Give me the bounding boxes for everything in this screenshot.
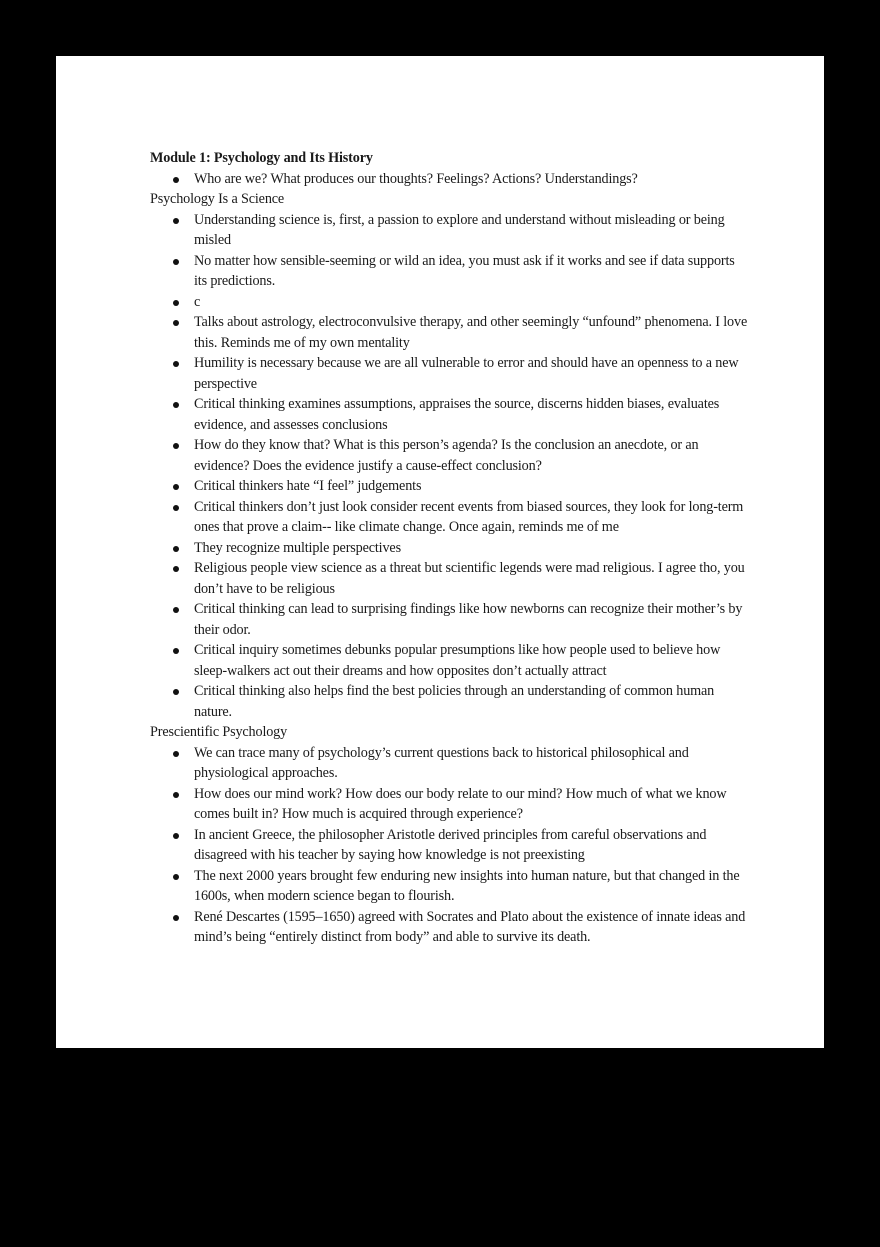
list-item: Critical thinking also helps find the best policies through an understanding of common human nature. — [150, 681, 750, 722]
bullet-icon — [173, 259, 179, 265]
document-content — [150, 148, 750, 948]
list-item: c — [150, 292, 750, 313]
science-bullet-list — [150, 210, 750, 723]
bullet-icon — [173, 689, 179, 695]
bullet-icon — [173, 648, 179, 654]
bullet-icon — [173, 566, 179, 572]
bullet-icon — [173, 546, 179, 552]
list-item: Critical thinking examines assumptions, appraises the source, discerns hidden biases, evaluates evidence, and assesses conclusions — [150, 394, 750, 435]
bullet-icon — [173, 300, 179, 306]
list-item: They recognize multiple perspectives — [150, 538, 750, 559]
list-item: Religious people view science as a threat but scientific legends were mad religious. I agree tho, you don’t have to be religious — [150, 558, 750, 599]
bullet-icon — [173, 505, 179, 511]
bullet-icon — [173, 361, 179, 367]
bullet-icon — [173, 402, 179, 408]
bullet-icon — [173, 833, 179, 839]
bullet-icon — [173, 443, 179, 449]
section-heading-psychology-is-a-science: Psychology Is a Science — [150, 191, 285, 207]
list-item: Understanding science is, first, a passion to explore and understand without misleading or being misled — [150, 210, 750, 251]
list-item: René Descartes (1595–1650) agreed with Socrates and Plato about the existence of innate ideas and mind’s being “entirely distinct from body” and able to survive its death. — [150, 907, 750, 948]
list-item: How do they know that? What is this person’s agenda? Is the conclusion an anecdote, or an evidence? Does the evidence justify a cause-effect conclusion? — [150, 435, 750, 476]
list-item: Who are we? What produces our thoughts? Feelings? Actions? Understandings? — [150, 169, 750, 190]
section-heading-prescientific-psychology: Prescientific Psychology — [150, 724, 288, 740]
list-item: Critical thinking can lead to surprising findings like how newborns can recognize their mother’s by their odor. — [150, 599, 750, 640]
bullet-icon — [173, 607, 179, 613]
intro-bullet-list — [150, 169, 750, 190]
list-item: Talks about astrology, electroconvulsive therapy, and other seemingly “unfound” phenomena. I love this. Reminds me of my own mentality — [150, 312, 750, 353]
list-item: Critical thinkers don’t just look consider recent events from biased sources, they look for long-term ones that prove a claim-- like climate change. Once again, reminds me of me — [150, 497, 750, 538]
list-item: No matter how sensible-seeming or wild an idea, you must ask if it works and see if data supports its predictions. — [150, 251, 750, 292]
bullet-icon — [173, 792, 179, 798]
bullet-icon — [173, 320, 179, 326]
bullet-icon — [173, 915, 179, 921]
list-item: In ancient Greece, the philosopher Aristotle derived principles from careful observations and disagreed with his teacher by saying how knowledge is not preexisting — [150, 825, 750, 866]
list-item: The next 2000 years brought few enduring new insights into human nature, but that changed in the 1600s, when modern science began to flourish. — [150, 866, 750, 907]
list-item: Humility is necessary because we are all vulnerable to error and should have an openness to a new perspective — [150, 353, 750, 394]
bullet-icon — [173, 177, 179, 183]
document-page — [56, 56, 824, 1048]
bullet-icon — [173, 218, 179, 224]
document-title: Module 1: Psychology and Its History — [150, 150, 373, 166]
prescientific-bullet-list — [150, 743, 750, 948]
list-item: We can trace many of psychology’s current questions back to historical philosophical and physiological approaches. — [150, 743, 750, 784]
list-item: Critical thinkers hate “I feel” judgements — [150, 476, 750, 497]
list-item: Critical inquiry sometimes debunks popular presumptions like how people used to believe how sleep-walkers act out their dreams and how opposites don’t actually attract — [150, 640, 750, 681]
bullet-icon — [173, 484, 179, 490]
bullet-icon — [173, 874, 179, 880]
bullet-icon — [173, 751, 179, 757]
list-item: How does our mind work? How does our body relate to our mind? How much of what we know comes built in? How much is acquired through experience? — [150, 784, 750, 825]
